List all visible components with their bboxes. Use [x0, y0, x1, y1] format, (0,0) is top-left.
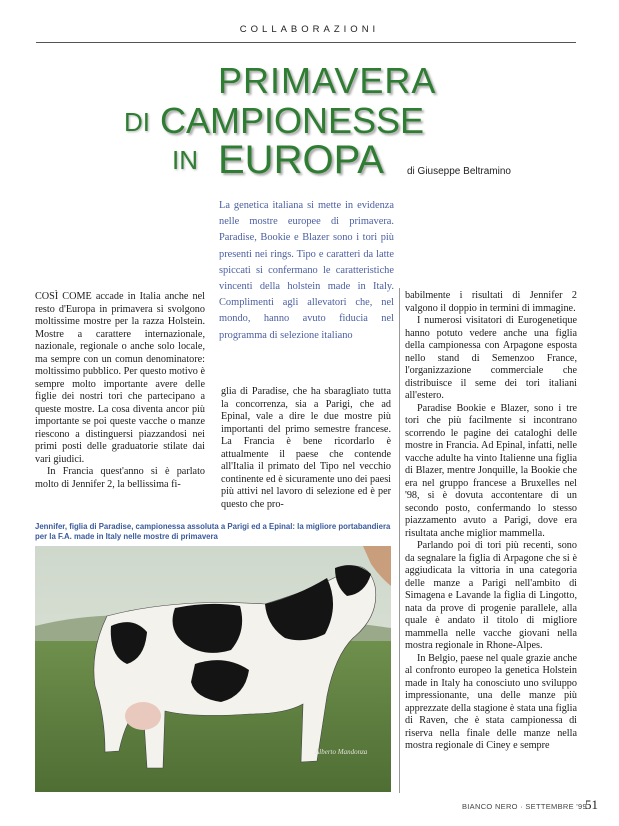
title-line-2: CAMPIONESSE — [160, 100, 425, 141]
intro-paragraph: La genetica italiana si mette in evidenza nelle mostre europee di primavera. Paradise, Bookie e Blazer sono i tori più presenti nei rings. Tipo e caratteri da latte spiccati si confermano le caratteristiche vincenti della holstein made in Italy. Complimenti agli allevatori che, nel mondo, hanno avuto fiducia nel programma di selezione italiano — [219, 200, 394, 341]
paragraph: Paradise Bookie e Blazer, sono i tre tori che più facilmente si incontrano scorrendo le pagine dei cataloghi delle mostre in Francia. Ad Epinal, infatti, nelle vacche adulte ha vinto Italienne una figlia di Blazer, mentre Jonquille, la Bookie che era nel gruppo francese a Bruxelles nel '98, si è dovuta accontentare di un secondo posto, confermando lo stesso piazzamento avuto a Parigi, dove era risultata anche miglior mammella. — [405, 402, 577, 539]
paragraph: In Belgio, paese nel quale grazie anche al confronto europeo la genetica Holstein made in Italy ha conosciuto uno sviluppo impressionante, una delle manze più apprezzate della stagione è stata una figlia di Raven, che è stata campionessa di riserva nella finale delle manze nella mostra regionale di Ciney e sempre — [405, 652, 577, 751]
paragraph: I numerosi visitatori di Eurogenetique hanno potuto vedere anche una figlia della campionessa con Arpagone esposta nello stand di Semenzoo France, l'organizzazione commerciale che distribuisce il seme dei tori italiani all'estero. — [405, 315, 577, 401]
cow-photo — [35, 546, 391, 792]
body-column-1 — [35, 291, 205, 491]
title-line-3-prefix: IN — [172, 145, 198, 175]
header-rule — [36, 42, 576, 43]
paragraph: glia di Paradise, che ha sbaragliato tutta la concorrenza, sia a Parigi, che ad Epinal, vale a dire le due mostre più importanti del primo semestre francese. La Francia è bene ricordarlo è attualmente il paese che contende all'Italia il primato del Tipo nel vecchio continente ed è sicuramente uno dei paesi più attivi nel lavoro di selezione ed è per questo che pro- — [221, 386, 391, 510]
body-column-2 — [221, 386, 391, 511]
title-line-1: PRIMAVERA — [218, 60, 437, 101]
byline: di Giuseppe Beltramino — [407, 166, 511, 177]
body-column-3 — [405, 290, 577, 753]
title-line-3: EUROPA — [218, 138, 384, 182]
title-line-2-prefix: DI — [124, 107, 150, 137]
photo-credit: Alberto Mandonza — [315, 748, 368, 756]
paragraph: Parlando poi di tori più recenti, sono da segnalare la figlia di Arpagone che si è aggiudicata la vittoria in una categoria delle manze a Parigi nell'ambito di Simagena e Lavande la figlia di Lingotto, nata da prove di progenie parallele, alla quale è andato il titolo di migliore mammella nelle vacche giovani nella mostra regionale in Rhone-Alpes. — [405, 540, 577, 651]
photo-caption: Jennifer, figlia di Paradise, campionessa assoluta a Parigi ed a Epinal: la migliore portabandiera per la F.A. made in Italy nelle mostre di primavera — [35, 522, 391, 541]
paragraph: COSÌ COME accade in Italia anche nel resto d'Europa in primavera si svolgono moltissime mostre per la razza Holstein. Mostre a carattere internazionale, nazionale, regionale o anche solo locale, ma sempre con un comun denominatore: moltissimo pubblico. Per questo motivo è sempre molto importante avere delle figlie dei nostri tori che partecipano a queste mostre. La cosa diventa ancor più importante se poi queste vacche o manze riescono a distinguersi piazzandosi nei primi posti delle graduatorie stilate dai vari giudici. — [35, 291, 205, 465]
section-header: COLLABORAZIONI — [239, 24, 380, 35]
paragraph: In Francia quest'anno si è parlato molto di Jennifer 2, la bellissima fi- — [35, 466, 205, 490]
holstein-cow-image — [35, 546, 391, 792]
paragraph: babilmente i risultati di Jennifer 2 valgono il doppio in termini di immagine. — [405, 290, 577, 314]
page-number: 51 — [585, 797, 598, 812]
column-divider — [399, 288, 400, 793]
footer-text: BIANCO NERO · SETTEMBRE '99 — [462, 802, 587, 811]
